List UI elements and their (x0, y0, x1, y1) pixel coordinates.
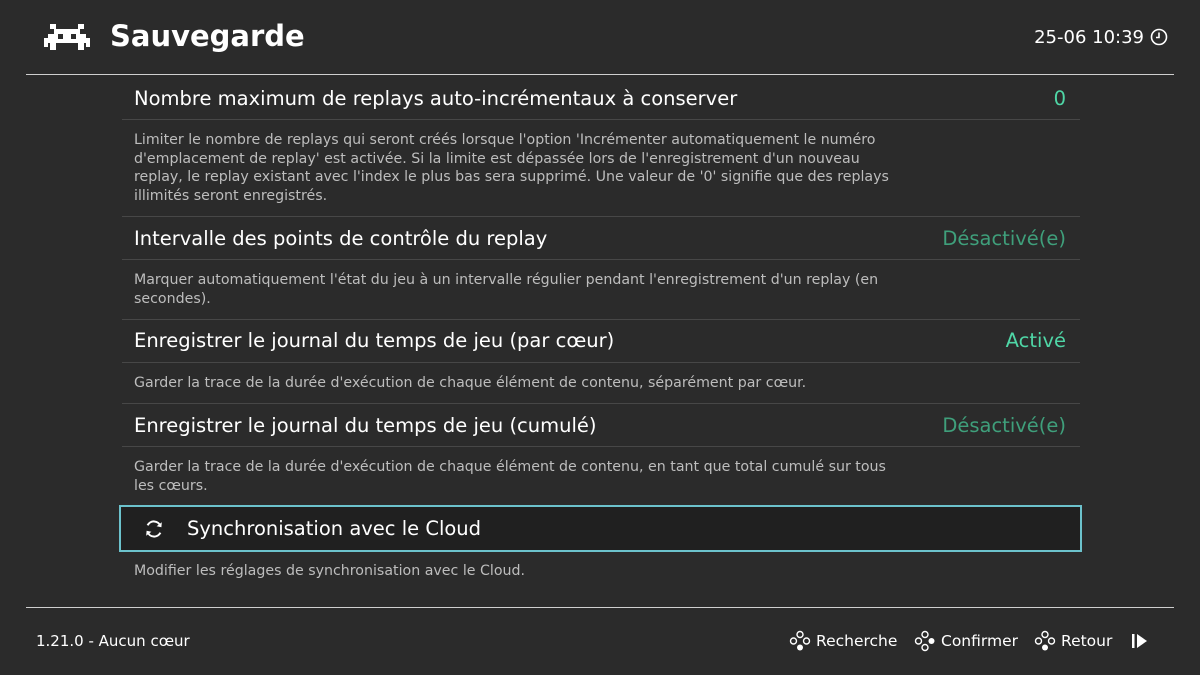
header (0, 0, 1200, 75)
gamepad-buttons-icon (789, 630, 811, 652)
cloud-sync-item[interactable] (119, 505, 1082, 552)
search-label: Recherche (816, 632, 898, 650)
setting-max-replays-description: Limiter le nombre de replays qui seront créés lorsque l'option 'Incrémenter automatiquement le numéro d'emplacement de replay' est activée. Si la limite est dépassée lors de l'enregistrement d'un nouveau replay, le replay existant avec l'index le plus bas sera supprimé. Une valeur de '0' signifie que des replays illimités seront enregistrés. (134, 132, 889, 204)
search-button[interactable] (789, 630, 897, 652)
setting-playtime-log-aggregate-description: Garder la trace de la durée d'exécution de chaque élément de contenu, en tant que total cumulé sur tous les cœurs. (134, 459, 886, 494)
retroarch-invader-icon (44, 24, 90, 52)
row-divider (122, 362, 1080, 363)
sync-icon (143, 518, 165, 540)
setting-playtime-log-aggregate-value[interactable]: Désactivé(e) (942, 414, 1066, 437)
row-divider (122, 119, 1080, 120)
setting-playtime-log-aggregate[interactable]: Enregistrer le journal du temps de jeu (cumulé) (134, 414, 597, 437)
setting-playtime-log-per-core-value[interactable]: Activé (1005, 329, 1066, 352)
row-divider (122, 216, 1080, 217)
setting-max-replays-value[interactable]: 0 (1053, 87, 1066, 110)
row-divider (122, 446, 1080, 447)
back-button[interactable] (1034, 630, 1112, 652)
footer-divider (26, 607, 1174, 608)
row-divider (122, 319, 1080, 320)
header-divider (26, 74, 1174, 75)
row-divider (122, 403, 1080, 404)
resume-icon[interactable] (1131, 632, 1149, 650)
clock-icon (1150, 28, 1168, 46)
confirm-button[interactable] (914, 630, 1018, 652)
gamepad-buttons-icon (914, 630, 936, 652)
row-divider (122, 259, 1080, 260)
datetime: 25-06 10:39 (1034, 27, 1144, 48)
gamepad-buttons-icon (1034, 630, 1056, 652)
cloud-sync-label: Synchronisation avec le Cloud (187, 517, 482, 540)
confirm-label: Confirmer (941, 632, 1019, 650)
page-title: Sauvegarde (110, 19, 305, 53)
setting-max-replays[interactable]: Nombre maximum de replays auto-incrémentaux à conserver (134, 87, 738, 110)
setting-replay-checkpoint-interval-description: Marquer automatiquement l'état du jeu à un intervalle régulier pendant l'enregistrement d'un replay (en secondes). (134, 272, 879, 307)
setting-playtime-log-per-core-description: Garder la trace de la durée d'exécution de chaque élément de contenu, séparément par cœur. (134, 375, 807, 391)
cloud-sync-description: Modifier les réglages de synchronisation avec le Cloud. (134, 563, 526, 579)
setting-replay-checkpoint-interval-value[interactable]: Désactivé(e) (942, 227, 1066, 250)
version-label: 1.21.0 - Aucun cœur (36, 632, 190, 650)
back-label: Retour (1061, 632, 1113, 650)
setting-playtime-log-per-core[interactable]: Enregistrer le journal du temps de jeu (par cœur) (134, 329, 615, 352)
setting-replay-checkpoint-interval[interactable]: Intervalle des points de contrôle du replay (134, 227, 548, 250)
